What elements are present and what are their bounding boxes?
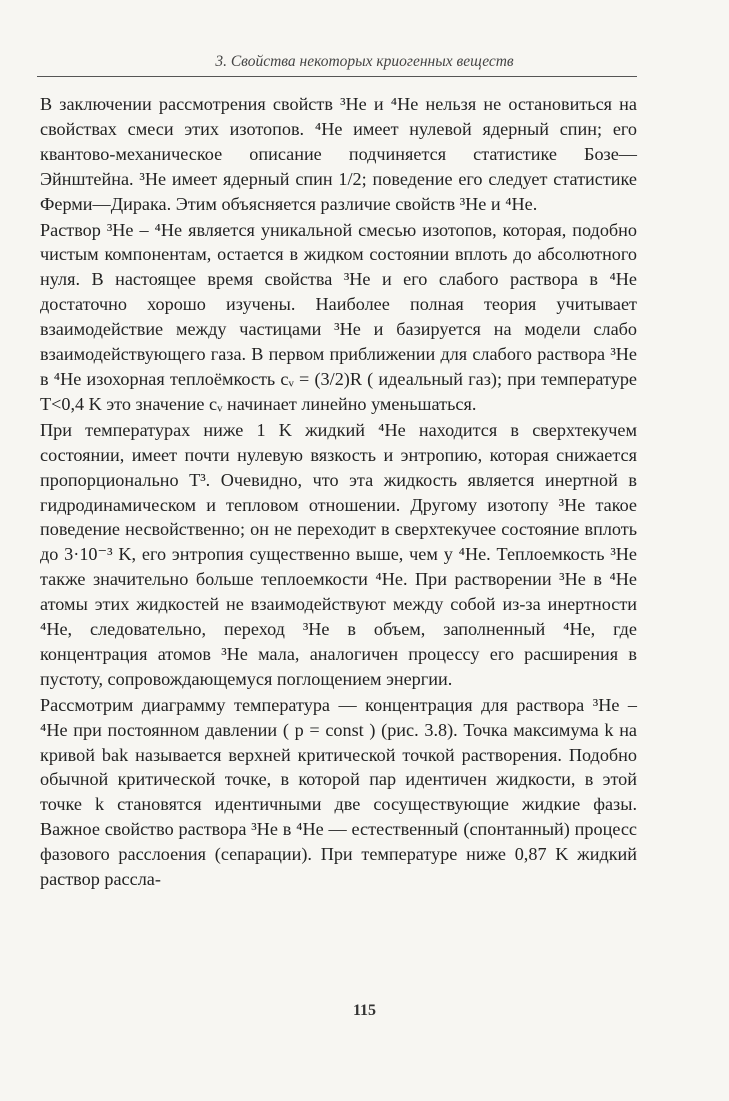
header-divider [37,76,637,77]
paragraph: При температурах ниже 1 K жидкий ⁴He находится в сверхтекучем состоянии, имеет почти нулевую вязкость и энтропию, которая снижается пропорционально T³. Очевидно, что эта жидкость является инертной в гидродинамическом и тепловом отношении. Другому изотопу ³He такое поведение несвойственно; он не переходит в сверхтекучее состояние вплоть до 3·10⁻³ K, его энтропия существенно выше, чем у ⁴He. Теплоемкость ³He также значительно больше теплоемкости ⁴He. При растворении ³He в ⁴He атомы этих жидкостей не взаимодействуют между собой из-за инертности ⁴He, следовательно, переход ³He в объем, заполненный ⁴He, где концентрация атомов ³He мала, аналогичен процессу его расширения в пустоту, сопровождающемуся поглощением энергии. [40,419,637,689]
paragraph: Раствор ³He – ⁴He является уникальной смесью изотопов, которая, подобно чистым компонентам, остается в жидком состоянии вплоть до абсолютного нуля. В настоящее время свойства ³He и его слабого раствора в ⁴He достаточно хорошо изучены. Наиболее полная теория учитывает взаимодействие между частицами ³He и базируется на модели слабо взаимодействующего газа. В первом приближении для слабого раствора ³He в ⁴He изохорная теплоёмкость cᵥ = (3/2)R ( идеальный газ); при температуре T<0,4 K это значение cᵥ начинает линейно уменьшаться. [40,219,637,414]
paragraph: В заключении рассмотрения свойств ³He и ⁴He нельзя не остановиться на свойствах смеси этих изотопов. ⁴He имеет нулевой ядерный спин; его квантово-механическое описание подчиняется статистике Бозе—Эйнштейна. ³He имеет ядерный спин 1/2; поведение его следует статистике Ферми—Дирака. Этим объясняется различие свойств ³He и ⁴He. [40,94,637,214]
paragraph: Рассмотрим диаграмму температура — концентрация для раствора ³He – ⁴He при постоянном давлении ( p = const ) (рис. 3.8). Точка максимума k на кривой bak называется верхней критической точкой растворения. Подобно обычной критической точке, в которой пар идентичен жидкости, в этой точке k становятся идентичными две сосуществующие жидкие фазы. Важное свойство раствора ³He в ⁴He — естественный (спонтанный) процесс фазового расслоения (сепарации). При температуре ниже 0,87 K жидкий раствор рассла- [40,694,637,890]
running-header: 3. Свойства некоторых криогенных веществ [215,53,514,70]
page-number: 115 [352,1002,377,1019]
body-text [40,92,637,892]
